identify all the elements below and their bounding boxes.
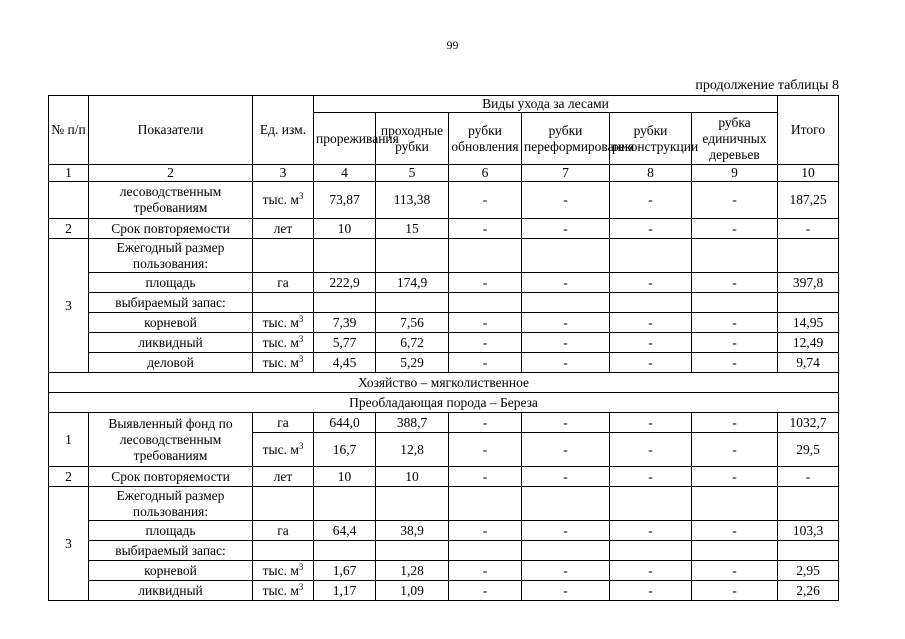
cell-empty bbox=[253, 239, 314, 273]
cell-empty bbox=[449, 541, 522, 561]
economy-title: Хозяйство – мягколиственное bbox=[49, 373, 839, 393]
cell-value: - bbox=[692, 353, 778, 373]
cell-value: 7,39 bbox=[314, 313, 376, 333]
cell-empty bbox=[253, 487, 314, 521]
cell-value: - bbox=[449, 433, 522, 467]
header-num: № п/п bbox=[49, 96, 89, 165]
cell-value: - bbox=[610, 413, 692, 433]
cell-unit: тыс. $м^3$ bbox=[253, 313, 314, 333]
cell-total: 29,5 bbox=[778, 433, 839, 467]
cell-value: 388,7 bbox=[376, 413, 449, 433]
cell-unit: тыс. $м^3$ bbox=[253, 333, 314, 353]
table-row bbox=[49, 219, 839, 239]
cell-value: - bbox=[610, 581, 692, 601]
cell-empty bbox=[610, 487, 692, 521]
cell-unit: лет bbox=[253, 219, 314, 239]
cell-value: - bbox=[610, 353, 692, 373]
cell-value: 1,67 bbox=[314, 561, 376, 581]
cell-total: - bbox=[778, 467, 839, 487]
cell-total: 103,3 bbox=[778, 521, 839, 541]
cell-empty bbox=[376, 239, 449, 273]
colnum: 1 bbox=[49, 165, 89, 182]
header-c7: рубки переформирования bbox=[522, 113, 610, 165]
cell-unit: тыс. $м^3$ bbox=[253, 353, 314, 373]
page-number: 99 bbox=[446, 38, 459, 52]
cell-value: - bbox=[692, 313, 778, 333]
table-row bbox=[49, 467, 839, 487]
cell-empty bbox=[522, 541, 610, 561]
cell-value: 10 bbox=[376, 467, 449, 487]
cell-empty bbox=[314, 239, 376, 273]
cell-label: площадь bbox=[89, 521, 253, 541]
cell-num bbox=[49, 182, 89, 219]
cell-total: 1032,7 bbox=[778, 413, 839, 433]
cell-value: - bbox=[449, 182, 522, 219]
cell-total: 2,95 bbox=[778, 561, 839, 581]
cell-unit: тыс. $м^3$ bbox=[253, 182, 314, 219]
cell-unit: га bbox=[253, 413, 314, 433]
cell-value: 38,9 bbox=[376, 521, 449, 541]
cell-label: ликвидный bbox=[89, 333, 253, 353]
cell-value: - bbox=[522, 313, 610, 333]
header-indicator: Показатели bbox=[89, 96, 253, 165]
cell-value: - bbox=[449, 521, 522, 541]
cell-unit: тыс. $м^3$ bbox=[253, 561, 314, 581]
cell-value: - bbox=[449, 413, 522, 433]
cell-empty bbox=[692, 239, 778, 273]
table-row bbox=[49, 487, 839, 521]
cell-label: корневой bbox=[89, 313, 253, 333]
cell-value: - bbox=[522, 219, 610, 239]
cell-value: - bbox=[522, 333, 610, 353]
cell-value: - bbox=[449, 273, 522, 293]
cell-empty bbox=[376, 487, 449, 521]
cell-num: 3 bbox=[49, 239, 89, 373]
cell-value: - bbox=[522, 353, 610, 373]
cell-value: - bbox=[692, 521, 778, 541]
cell-value: 6,72 bbox=[376, 333, 449, 353]
cell-value: - bbox=[692, 433, 778, 467]
cell-empty bbox=[778, 487, 839, 521]
cell-value: 10 bbox=[314, 467, 376, 487]
cell-value: - bbox=[610, 467, 692, 487]
cell-value: 64,4 bbox=[314, 521, 376, 541]
cell-empty bbox=[376, 293, 449, 313]
cell-value: - bbox=[610, 182, 692, 219]
header-row-1 bbox=[49, 96, 839, 113]
cell-value: - bbox=[692, 273, 778, 293]
cell-label: Ежегодный размер пользования: bbox=[89, 487, 253, 521]
cell-empty bbox=[610, 541, 692, 561]
cell-value: 7,56 bbox=[376, 313, 449, 333]
cell-value: - bbox=[449, 313, 522, 333]
colnum: 5 bbox=[376, 165, 449, 182]
cell-empty bbox=[692, 487, 778, 521]
cell-value: - bbox=[522, 467, 610, 487]
cell-unit: тыс. $м^3$ bbox=[253, 581, 314, 601]
cell-value: - bbox=[610, 219, 692, 239]
cell-empty bbox=[778, 293, 839, 313]
header-c6: рубки обновления bbox=[449, 113, 522, 165]
cell-empty bbox=[314, 541, 376, 561]
cell-value: - bbox=[449, 561, 522, 581]
cell-empty bbox=[376, 541, 449, 561]
cell-value: - bbox=[522, 433, 610, 467]
cell-total: 397,8 bbox=[778, 273, 839, 293]
cell-value: - bbox=[449, 353, 522, 373]
cell-empty bbox=[449, 487, 522, 521]
cell-empty bbox=[314, 293, 376, 313]
cell-value: 5,29 bbox=[376, 353, 449, 373]
colnum: 8 bbox=[610, 165, 692, 182]
table-row bbox=[49, 413, 839, 433]
cell-value: - bbox=[610, 561, 692, 581]
cell-value: - bbox=[692, 182, 778, 219]
cell-num: 2 bbox=[49, 467, 89, 487]
cell-label: ликвидный bbox=[89, 581, 253, 601]
cell-unit: лет bbox=[253, 467, 314, 487]
cell-value: - bbox=[522, 521, 610, 541]
colnum: 10 bbox=[778, 165, 839, 182]
cell-empty bbox=[314, 487, 376, 521]
colnum: 7 bbox=[522, 165, 610, 182]
cell-label: Срок повторяемости bbox=[89, 219, 253, 239]
species-row bbox=[49, 393, 839, 413]
cell-empty bbox=[692, 541, 778, 561]
cell-value: 16,7 bbox=[314, 433, 376, 467]
cell-value: - bbox=[610, 521, 692, 541]
cell-value: - bbox=[522, 413, 610, 433]
cell-value: - bbox=[449, 219, 522, 239]
cell-label: выбираемый запас: bbox=[89, 293, 253, 313]
table-row bbox=[49, 541, 839, 561]
cell-value: - bbox=[692, 219, 778, 239]
cell-empty bbox=[522, 293, 610, 313]
table-row bbox=[49, 313, 839, 333]
cell-value: 222,9 bbox=[314, 273, 376, 293]
cell-value: - bbox=[522, 273, 610, 293]
header-total: Итого bbox=[778, 96, 839, 165]
cell-value: 1,09 bbox=[376, 581, 449, 601]
cell-value: 5,77 bbox=[314, 333, 376, 353]
colnum: 6 bbox=[449, 165, 522, 182]
cell-total: 187,25 bbox=[778, 182, 839, 219]
header-c9: рубка единичных деревьев bbox=[692, 113, 778, 165]
cell-value: 15 bbox=[376, 219, 449, 239]
cell-empty bbox=[610, 293, 692, 313]
cell-value: - bbox=[610, 433, 692, 467]
cell-value: - bbox=[522, 561, 610, 581]
species-title: Преобладающая порода – Береза bbox=[49, 393, 839, 413]
cell-label: Выявленный фонд по лесоводственным требованиям bbox=[89, 413, 253, 467]
table-row bbox=[49, 293, 839, 313]
cell-empty bbox=[253, 293, 314, 313]
header-c4: прореживания bbox=[314, 113, 376, 165]
cell-value: - bbox=[449, 581, 522, 601]
header-group: Виды ухода за лесами bbox=[314, 96, 778, 113]
cell-value: - bbox=[610, 313, 692, 333]
column-numbers-row bbox=[49, 165, 839, 182]
cell-label: Срок повторяемости bbox=[89, 467, 253, 487]
cell-empty bbox=[522, 239, 610, 273]
colnum: 9 bbox=[692, 165, 778, 182]
cell-total: 9,74 bbox=[778, 353, 839, 373]
header-unit: Ед. изм. bbox=[253, 96, 314, 165]
table-row bbox=[49, 182, 839, 219]
cell-value: - bbox=[692, 581, 778, 601]
table-row bbox=[49, 561, 839, 581]
cell-empty bbox=[449, 239, 522, 273]
colnum: 2 bbox=[89, 165, 253, 182]
cell-value: 113,38 bbox=[376, 182, 449, 219]
cell-unit: га bbox=[253, 521, 314, 541]
cell-empty bbox=[610, 239, 692, 273]
cell-label: Ежегодный размер пользования: bbox=[89, 239, 253, 273]
cell-label: лесоводственным требованиям bbox=[89, 182, 253, 219]
cell-empty bbox=[253, 541, 314, 561]
header-c5: проходные рубки bbox=[376, 113, 449, 165]
cell-value: 1,17 bbox=[314, 581, 376, 601]
forest-care-table bbox=[48, 95, 839, 601]
cell-value: - bbox=[522, 182, 610, 219]
cell-num: 3 bbox=[49, 487, 89, 601]
cell-empty bbox=[449, 293, 522, 313]
table-row bbox=[49, 333, 839, 353]
table-row bbox=[49, 353, 839, 373]
colnum: 4 bbox=[314, 165, 376, 182]
cell-total: 14,95 bbox=[778, 313, 839, 333]
cell-value: 1,28 bbox=[376, 561, 449, 581]
cell-total: 2,26 bbox=[778, 581, 839, 601]
cell-total: - bbox=[778, 219, 839, 239]
cell-empty bbox=[778, 239, 839, 273]
table-row bbox=[49, 581, 839, 601]
colnum: 3 bbox=[253, 165, 314, 182]
cell-label: площадь bbox=[89, 273, 253, 293]
cell-value: - bbox=[692, 561, 778, 581]
cell-value: - bbox=[692, 413, 778, 433]
cell-value: 174,9 bbox=[376, 273, 449, 293]
table-row bbox=[49, 521, 839, 541]
cell-label: деловой bbox=[89, 353, 253, 373]
cell-label: корневой bbox=[89, 561, 253, 581]
cell-value: - bbox=[610, 333, 692, 353]
cell-value: - bbox=[449, 333, 522, 353]
cell-empty bbox=[778, 541, 839, 561]
cell-unit: га bbox=[253, 273, 314, 293]
cell-value: - bbox=[522, 581, 610, 601]
table-row bbox=[49, 239, 839, 273]
table-continuation-label: продолжение таблицы 8 bbox=[695, 78, 839, 93]
cell-value: - bbox=[449, 467, 522, 487]
cell-num: 1 bbox=[49, 413, 89, 467]
cell-empty bbox=[692, 293, 778, 313]
cell-value: 12,8 bbox=[376, 433, 449, 467]
cell-value: - bbox=[610, 273, 692, 293]
cell-unit: тыс. $м^3$ bbox=[253, 433, 314, 467]
cell-total: 12,49 bbox=[778, 333, 839, 353]
cell-value: - bbox=[692, 467, 778, 487]
cell-empty bbox=[522, 487, 610, 521]
cell-value: 644,0 bbox=[314, 413, 376, 433]
table-row bbox=[49, 273, 839, 293]
cell-value: 73,87 bbox=[314, 182, 376, 219]
cell-label: выбираемый запас: bbox=[89, 541, 253, 561]
cell-value: 10 bbox=[314, 219, 376, 239]
cell-num: 2 bbox=[49, 219, 89, 239]
header-c8: рубки реконструкции bbox=[610, 113, 692, 165]
economy-row bbox=[49, 373, 839, 393]
cell-value: - bbox=[692, 333, 778, 353]
cell-value: 4,45 bbox=[314, 353, 376, 373]
